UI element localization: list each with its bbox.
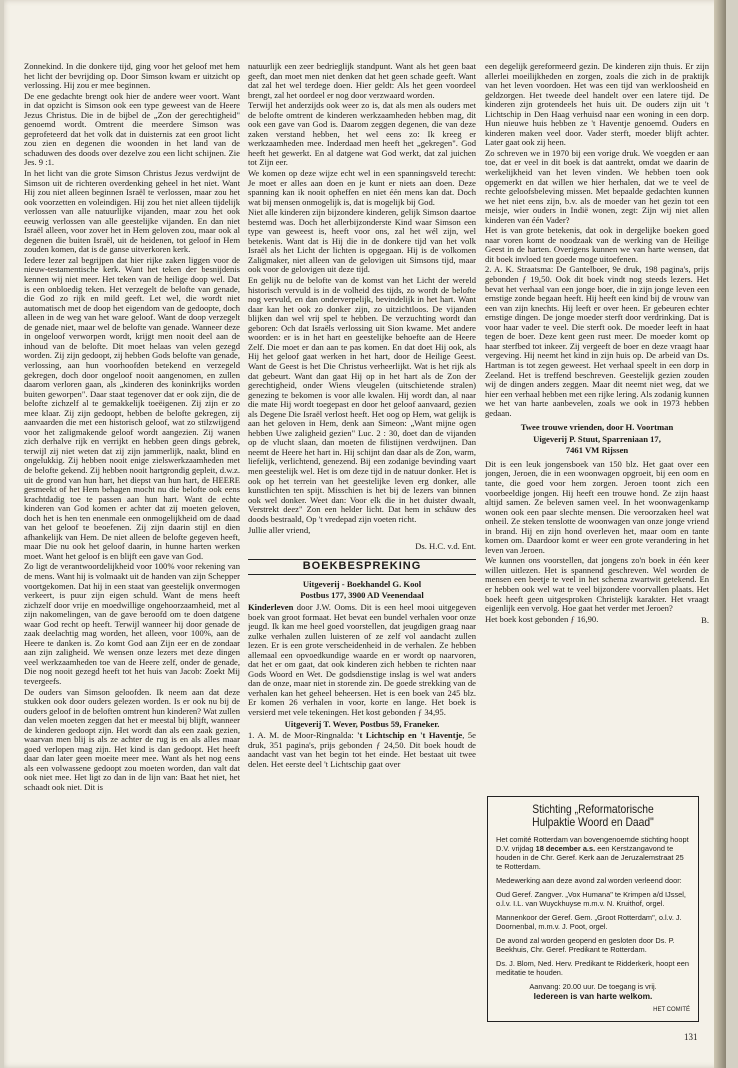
publisher-line: Uitgeverij - Boekhandel G. Kool bbox=[302, 578, 422, 589]
book-heading: Twee trouwe vrienden, door H. Voortman bbox=[520, 422, 674, 433]
announcement-paragraph: Mannenkoor der Geref. Gem. „Groot Rotterdam", o.l.v. J. Doornenbal, m.m.v. J. Poot, orgel. bbox=[496, 913, 682, 931]
author-signature: Ds. H.C. v.d. Ent. bbox=[415, 540, 476, 551]
announcement-title bbox=[510, 803, 677, 829]
announcement-welcome: Iedereen is van harte welkom. bbox=[533, 991, 653, 1001]
publisher-address: Postbus 177, 3900 AD Veenendaal bbox=[300, 590, 424, 601]
paragraph: De ene gedachte brengt ook hier de andere weer voort. Want in dat opzicht is Simson ook een type geweest van de Heere Jezus Christus. Die in de bijbel de „Zon der gerechtigheid" genoemd wordt. Omtrent die meerdere Simson was geprofeteerd dat het volk dat in duisternis zat een groot licht zou zien en degenen die woonden in het land van de schaduwen des doods over dezelve zou een licht schijnen. Zie Jes. 9 :1. bbox=[24, 90, 240, 168]
closing-line: Jullie aller vriend, bbox=[248, 525, 311, 536]
column-1 bbox=[24, 62, 240, 1042]
paragraph: natuurlijk een zeer bedrieglijk standpunt. Want als het geen baat geeft, dan moet men niet denken dat het geen schade geeft. Want dat zal het wel terdege doen. Hier geldt: Als het geen voordeel brengt, zal het oordeel er nog door verzwaard worden. bbox=[248, 62, 476, 100]
announcement-paragraph bbox=[496, 835, 690, 871]
paragraph: Niet alle kinderen zijn bijzondere kinderen, gelijk Simson daartoe bestemd was. Doch het allerbijzonderste Kind waar Simson een type van geweest is, heeft voor ons, zal het wél zijn, wel betekenis. Want dat is Hij die in de donkere tijd van het volk Israël als het Licht der lichten is opgegaan. Hij is de volkomen Zaligmaker, niet alleen van de gelovigen uit Simsons tijd, maar ook voor de gelovigen uit deze tijd. bbox=[248, 207, 476, 275]
review-kinderleven bbox=[248, 603, 476, 718]
paragraph: En gelijk nu de belofte van de komst van het Licht der wereld historisch vervuld is in de volheid des tijds, zo wordt de belofte nog vervuld, en dan onderverpelijk, bevindelijk in het hart. Want daar kan het ook zo donker zijn, zo uitzichtloos. De vijanden blijken dan wel vrij spel te hebben. De verzuchting wordt dan geboren: Och dat Israëls verlossing uit Sion kwame. Met andere woorden: er is in het hart en geestelijke behoefte aan de Heere Zelf. Die moet er dan aan te pas komen. En dat doet Hij ook, als Hij het geloof gaat werken in het hart, door de Heilige Geest. Want de Geest is het Die Christus verheerlijkt. Wat is het rijk als dat gebeurt. Want dan gaat Hij op in het hart als de Zon der gerechtigheid, onder Wiens vleugelen (uitschietende stralen) genezing te bekomen is voor alle kwalen. Hij wordt dan, al naar die mate Hij wordt toegepast en door het geloof aanvaard, gezien als Degene Die Israël verlost heeft. Het oog op Hem, wat gelijk is aan het geloven in Hem, denk aan Simeon: „Want mijne ogen hebben Uwe zaligheid gezien" Luc. 2 : 30, doet dan de vijanden op de vlucht slaan, dan moeten de filistijnen verdwijnen. Dan neemt de Heere het hart in. Hij schijnt dan daar als de Zon, warm, liefelijk, verlichtend, genezend. Bij een zodanige bevinding vaart men geestelijk wel. Het is om deze tijd in de natuur donker. Het is ook op het terrein van het geestelijke leven erg donker, alle kunstlichten ten spijt. Misschien is het bij de lezers van binnen ook wel donker. Weet dan: Voor elk die in het duister dwaalt, Verstrekt deez" Zon een helder licht. Dat hem in schâuw des doods bestraald, Op 't vredepad zijn voeten richt. bbox=[248, 275, 476, 524]
review-text: door J.W. Ooms. Dit is een heel mooi uitgegeven boek van groot formaat. Het bevat een bundel verhalen voor onze jeugd. Ik kan me heel goed voorstellen, dat jeugdigen graag naar zulke verhalen zullen luisteren of ze zelf vol aandacht zullen lezen. Er is een grote verscheidenheid in de verhalen. Ze hebben allemaal een opvoedkundige waarde en er wordt op naarvoren, dat het er om gaat, dat ook kinderen zich hebben te richten naar Gods Woord en Wet. De godsdienstige inslag is wel wat anders dan de onze, maar niet in storende zin. De goede strekking van de verhalen kan het geheel beheersen. Het is een boek van 245 blz. Er komen 26 verhalen in voor, korte en lange. Het boek is versierd met vele tekeningen. Het kost gebonden ƒ 34,95. bbox=[248, 601, 476, 717]
paragraph: We kunnen ons voorstellen, dat jongens zo'n boek in één keer willen uitlezen. Het is spannend geschreven. Wel worden de mensen een beetje te veel in het schema zwartwit getekend. En er hebben ook wel wat te veel bijzondere voorvallen plaats. Het boek heeft geen uitgesproken Christelijk karakter. Het vraagt eigenlijk een vervolg. Hoe gaat het verder met Jeroen? bbox=[485, 555, 709, 614]
paragraph: Iedere lezer zal begrijpen dat hier rijke zaken liggen voor de nieuw-testamentische kerk. Want het teken der besnijdenis kennen wij niet meer. Het teken van de heilige doop wel. Dat is een onbloedig teken. Het verzegelt de belofte van genade, die God zo rijk en mild geeft. Let wel, die wordt niet automatisch met de doop het eigendom van de gedoopte, doch alleen in de weg van het ware geloof. Want de doop verzegelt de genade niet, maar wel de belofte van genade. Wanneer deze in ongeloof verworpen wordt, krijgt men nooit deel aan de inhoud van de belofte. Dit moet helaas van velen gezegd worden. Zij zijn gedoopt, zij hebben Gods belofte van genade, verlossing, aan hun voorhoofden betekend en verzegeld gekregen, doch door ongeloof nooit aangenomen, en zullen daarom verloren gaan, als „kinderen des koninkrijks worden buiten geworpen". Daar staat tegenover dat er ook zijn, die de belofte zichzelf al te gemakkelijk toeëigenen. Zij zijn er zo mee klaar. Zij zijn gedoopt, hebben de belofte gekregen, zij aanvaarden die met een historisch geloof, wat zo stilzwijgend voor het zaligmakende geloof wordt aangezien. Zij wanen zich derhalve rijk en verrijkt en hebben geen dings gebrek, terwijl zij niet weten dat zij zijn jammerlijk, naakt, blind en ongelukkig. Zij hebben nooit enige zielswerkzaamheden met de belofte gekend. Zij hebben nooit hartgrondig gepleit, d.w.z. uit de grond van hun hart, het diepst van hun hart, de HEERE gesmeekt of het Hem behagen mocht nu die belofte ook eens krachtdadig toe te passen aan hun hart. Want de echte kinderen van God komen er achter dat zij moeten geloven, doch het is hen ten enenmale een onmogelijkheid om de daad van het geloof te beoefenen. Zij zijn daarin stijl en dien afhankelijk van Hem. De niet alleen de belofte gegeven heeft, maar Die nu ook het geloof daarin, in hunne harten werken moet. Want het geloof is en blijft een gave van God. bbox=[24, 254, 240, 561]
announcement-box bbox=[487, 796, 699, 1022]
paragraph: De ouders van Simson geloofden. Ik neem aan dat deze stukken ook door ouders gelezen worden. Is er ook nu bij de ouders geloof in de beloften omtrent hun kinderen? Wat zullen dan velen moeten zeggen dat het er meestal bij blijft, wanneer de kinderen gedoopt zijn. Het wordt dan als een zaak gezien, waarvan men blij is als ze achter de rug is en als alles maar goed verlopen mag zijn. Het kind is dan gedoopt. Het heeft daar dan later geen moeite meer mee. Want als het nog eens als een volwassene gedoopt zou moeten worden, dan valt dat ook niet mee. Het ligt zo dan in de lijn van: Baat het niet, het schaadt ook niet. Dit is bbox=[24, 686, 240, 793]
paragraph: Dit is een leuk jongensboek van 150 blz. Het gaat over een jongen, Jeroen, die in een woonwagen opgroeit, bij een oom en tante, die goed voor hem zorgen. Jeroen toont zich een voorbeeldige jongen. Hij heeft een trouwe hond. Ze zijn haast altijd samen. Ze beleven samen veel. In het woonwagenkamp wonen ook een paar slechte mensen. Die veroorzaken heel wat onheil. Ze steken tenslotte de woonwagen van onze jonge vriend in brand. Hij en zijn hond overleven het, maar oom en tante komen om. Daardoor komt er weer een grote verandering in het leven van Jeroen. bbox=[485, 458, 709, 555]
review-author: 1. A. M. de Moor-Ringnalda: bbox=[248, 730, 358, 741]
paragraph: 2. A. K. Straatsma: De Gantelboer, 9e druk, 198 pagina's, prijs gebonden ƒ 19,50. Ook dit boek vindt nog steeds lezers. Het bevat het verhaal van een jonge boer, die in zijn jonge leven een ernstige zonde begaan heeft. Hij heeft een kind bij de vrouw van een van zijn knechts. Hij leeft er over heen. Er gebeuren echter ernstige dingen. De jonge moeder sterft door verdrinking. Dat is voor haar vader te veel. Die sterft ook. De moeder leeft in haat tegen de boer. Deze kent geen rust meer. De moeder komt op haar sterfbed tot inkeer. Zij vergeeft de boer en deze vraagt haar vergeving. Hij neemt het kind in zijn huis op. De arbeid van Ds. Hartman is tot zegen geweest. Het verhaal speelt in een dorp in Zeeland. Het is treffend beschreven. Geestelijk gezien zouden wij de dingen anders zeggen. Maar dit neemt niet weg, dat we hier een verhaal hebben met een rijke lering. Als zodanig kunnen we het van harte aanbevelen, zoals we ook in 1973 hebben gedaan. bbox=[485, 264, 709, 418]
section-heading-boekbespreking: BOEKBESPREKING bbox=[248, 559, 476, 575]
column-2 bbox=[248, 62, 476, 1042]
title-line: Hulpaktie Woord en Daad" bbox=[532, 815, 654, 829]
announcement-admission: Aanvang: 20.00 uur. De toegang is vrij. bbox=[529, 982, 657, 991]
book-title: 't Lichtschip en 't Haventje bbox=[357, 730, 463, 741]
publisher-line: Uitgeverij T. Wever, Postbus 59, Franeker. bbox=[284, 718, 440, 729]
announcement-signature: HET COMITÉ bbox=[653, 1007, 690, 1013]
announcement-paragraph: Oud Geref. Zangver. „Vox Humana" te Krimpen a/d IJssel, o.l.v. I.L. van Wuyckhuyse m.m.v. N. Kruithof, orgel. bbox=[496, 890, 686, 908]
title-line: Stichting „Reformatorische bbox=[532, 802, 654, 816]
announcement-paragraph: Ds. J. Blom, Ned. Herv. Predikant te Ridderkerk, hoopt een meditatie te houden. bbox=[496, 959, 689, 977]
paragraph: Zo schreven we in 1970 bij een vorige druk. We voegden er aan toe, dat er veel in dit boek is dat aantrekt, omdat we daarin de werkelijkheid van het leven vinden. We hebben toen ook opgemerkt en dat willen we hier herhalen, dat we te veel de rechte geloofsbeleving missen. Met bepaalde gedachten kunnen we het niet eens zijn, b.v. als de moeder van het gezin tot een meisje, wier ouders in Indië wonen, zegt: Zijn wij niet allen kinderen van één Vader? bbox=[485, 147, 709, 225]
text: een Kerstzangavond te houden in de Chr. Geref. Kerk aan de Jeruzalemstraat 25 te Rotterdam. bbox=[496, 844, 684, 871]
paragraph: Zo ligt de verantwoordelijkheid voor 100% voor rekening van de mens. Want hij is volmaakt uit de handen van zijn Schepper voortgekomen. Dat hij in een staat van geestelijk onvermogen verkeert, is puur zijn eigen schuld. Want de mens heeft zichzelf door vrije en moedwillige ongehoorzaamheid, met al zijn nakomelingen, van de gave beroofd om te doen datgene waar God recht op heeft. Terwijl wanneer hij door genade de zaak deelachtig mag worden, het alleen, voor 100%, aan de Heere te danken is. Zo komt God aan Zijn eer en de zondaar aan zijn zaligheid. We wensen onze lezers met deze dingen veel werkzaamheden toe van de Heere zelf, onder de genade, Die nog nooit gezegd heeft tot het huis van Jacob: Zoekt Mij tevergeefs. bbox=[24, 561, 240, 686]
page-edge bbox=[714, 0, 726, 1068]
publisher-address: 7461 VM Rijssen bbox=[565, 445, 629, 456]
text: Het comité Rotterdam van bovengenoemde stichting hoopt D.V. vrijdag bbox=[496, 835, 689, 853]
paragraph: een degelijk gereformeerd gezin. De kinderen zijn thuis. Er zijn allerlei moeilijkheden en zorgen, zoals die zich in de praktijk van het leven voordoen. Het was een tijd van werkloosheid en geldzorgen. Het tweede deel handelt over een latere tijd. De kinderen zijn grotendeels het huis uit. De ouders zijn uit 't Lichtschip in Den Haag verhuisd naar een woning in een dorp. Hun nieuwe huis hebben ze 't Haventje genoemd. Ouders en kinderen maken veel door. Vader sterft, moeder blijft achter. Later gaat ook zij heen. bbox=[485, 62, 709, 148]
event-date: 18 december a.s. bbox=[535, 844, 596, 853]
magazine-page bbox=[4, 0, 726, 1068]
announcement-paragraph: Medewerking aan deze avond zal worden verleend door: bbox=[496, 876, 682, 885]
announcement-paragraph: De avond zal worden geopend en gesloten door Ds. P. Beekhuis, Chr. Geref. Predikant te Rotterdam. bbox=[496, 936, 675, 954]
paragraph: Terwijl het anderzijds ook weer zo is, dat als men als ouders met de belofte omtrent de kinderen werkzaamheden hebben mag, dit ook een gave van God is. Daarom zeggen degenen, die van deze zaken verstand hebben, het wel eens zo: Ik kreeg er werkzaamheden mee. Inderdaad men heeft het „gekregen". God heeft het gewerkt. En al datgene wat God werkt, dat zal juichen tot Zijn eer. bbox=[248, 100, 476, 168]
paragraph: Het boek kost gebonden ƒ 16,90. bbox=[485, 613, 599, 624]
review-text: , 5e druk, 351 pagina's, prijs gebonden ƒ 24,50. Dit boek houdt de aandacht vast van het begin tot het einde. Het bestaat uit twee delen. Het eerste deel 't Lichtschip gaat over bbox=[248, 730, 476, 769]
paragraph: We komen op deze wijze echt wel in een spanningsveld terecht: Je moet er alles aan doen en je kunt er niets aan doen. Deze spanning kan ik nooit opheffen en niet één mens kan dat. Doch wat bij mensen onmogelijk is, dat is mogelijk bij God. bbox=[248, 168, 476, 207]
paragraph: Het is van grote betekenis, dat ook in dergelijke boeken goed naar voren komt de noodzaak van de werking van de Heilige Geest in de harten. Overigens kunnen we van harte wensen, dat dit boek invloed ten goede moge uitoefenen. bbox=[485, 225, 709, 264]
book-title: Kinderleven bbox=[248, 601, 294, 612]
review-lichtschip bbox=[248, 731, 476, 769]
paragraph: In het licht van die grote Simson Christus Jezus verdwijnt de Simson uit de richteren overdenking geheel in het niet. Want Hij zou niet alleen beginnen Israël te verlossen, maar zou het ook voorzetten en voleindigen. Hij zou het niet alleen tijdelijk verlossen van alle natuurlijke vijanden, maar zou het ook eeuwig verlossen van alle geestelijke vijanden. En dan niet Israël alleen, voor zover het in Hem geloven zou, maar ook al degenen die buiten Israël, uit de heidenen, tot geloof in Hem zouden komen, dat is de ganse uitverkoren kerk. bbox=[24, 168, 240, 255]
paragraph: Zonnekind. In die donkere tijd, ging voor het geloof met hem het licht der bevrijding op. Door Simson kwam er uitzicht op verlossing. Hij zou er mee beginnen. bbox=[24, 62, 240, 91]
publisher-line: Uigeverij P. Stuut, Sparreniaan 17, bbox=[533, 433, 661, 444]
page-number: 131 bbox=[684, 1032, 698, 1042]
reviewer-initial: B. bbox=[701, 614, 709, 625]
